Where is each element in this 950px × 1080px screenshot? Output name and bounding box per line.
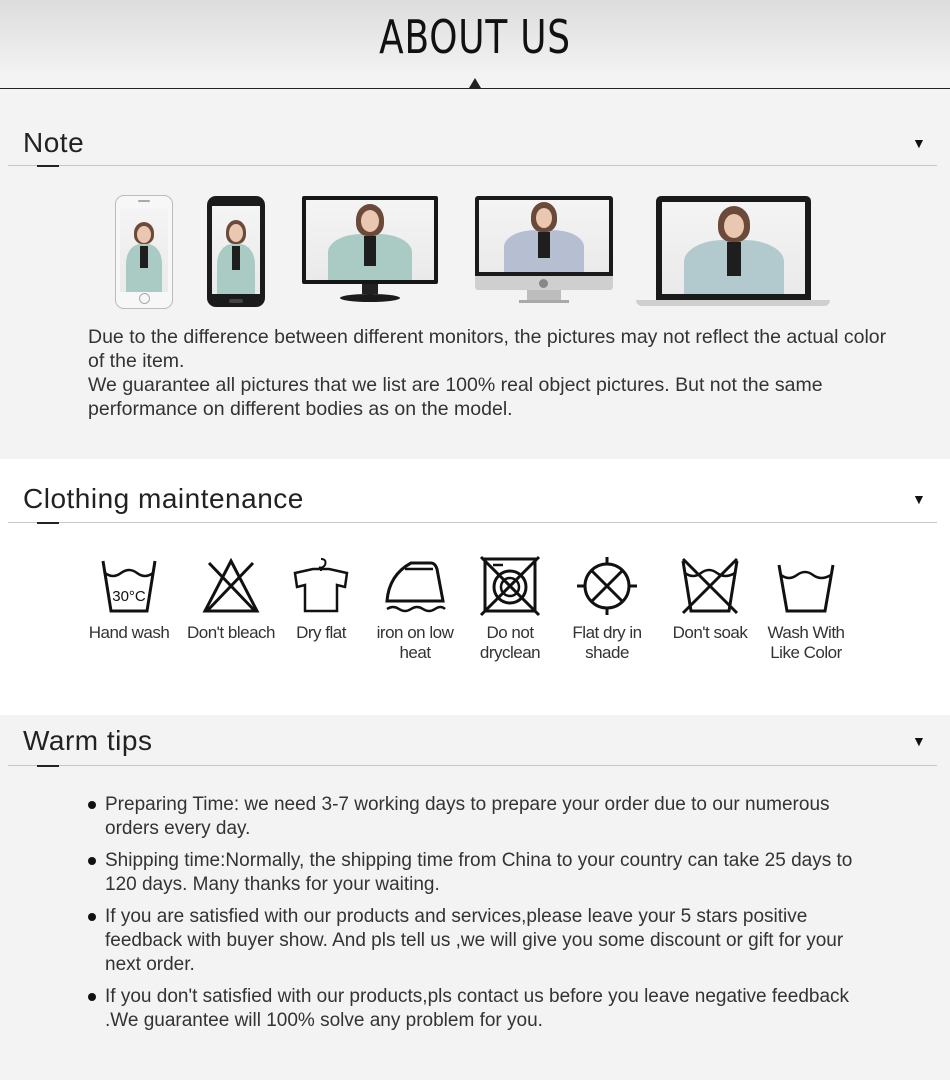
care-label: Don't soak <box>672 623 748 642</box>
bullet-icon <box>88 857 96 865</box>
tip-text: If you are satisfied with our products and services,please leave your 5 stars positive feedback with buyer show. And pls tell us ,we will give you some discount or gift for your next order. <box>105 906 844 975</box>
tips-divider <box>8 765 937 766</box>
tip-text: Shipping time:Normally, the shipping time from China to your country can take 25 days to 120 days. Many thanks for your waiting. <box>105 850 853 895</box>
imac-icon <box>475 196 613 308</box>
tips-section <box>0 715 950 1080</box>
bullet-icon <box>88 801 96 809</box>
care-label: iron on low heat <box>376 623 454 662</box>
care-toggle-icon[interactable]: ▼ <box>912 491 926 507</box>
wash-temp: 30°C <box>112 588 146 605</box>
list-item <box>88 849 878 897</box>
no-soak-icon <box>679 555 741 617</box>
device-comparison <box>0 89 950 329</box>
note-text <box>88 325 888 421</box>
page-title: ABOUT US <box>379 10 571 64</box>
note-line-2: We guarantee all pictures that we list are 100% real object pictures. But not the same performance on different bodies as on the model. <box>88 374 823 420</box>
note-toggle-icon[interactable]: ▼ <box>912 135 926 151</box>
tips-toggle-icon[interactable]: ▼ <box>912 733 926 749</box>
phone-black-icon <box>207 196 265 307</box>
page-header <box>0 0 950 74</box>
care-title: Clothing maintenance <box>23 483 304 514</box>
bullet-icon <box>88 993 96 1001</box>
bullet-icon <box>88 913 96 921</box>
header-pointer <box>469 78 481 88</box>
care-label: Do not dryclean <box>479 623 541 662</box>
care-label: Hand wash <box>88 623 170 642</box>
no-bleach-icon <box>201 555 261 617</box>
list-item <box>88 985 878 1033</box>
iron-low-heat-icon <box>383 555 447 617</box>
dry-flat-icon <box>291 555 351 617</box>
tip-text: If you don't satisfied with our products,pls contact us before you leave negative feedback .We guarantee will 100% solve any problem for you. <box>105 986 850 1031</box>
laptop-icon <box>636 196 830 308</box>
list-item <box>88 905 878 977</box>
tips-accent <box>37 765 59 767</box>
care-label: Dry flat <box>296 623 346 642</box>
hand-wash-icon <box>99 555 159 617</box>
care-label: Wash With Like Color <box>767 623 845 662</box>
note-section <box>0 89 950 459</box>
wash-like-color-icon <box>775 555 837 617</box>
care-label: Don't bleach <box>187 623 275 642</box>
flat-dry-shade-icon <box>575 555 639 617</box>
tips-title: Warm tips <box>23 725 153 756</box>
tips-list <box>88 793 878 1041</box>
care-icons <box>0 459 950 715</box>
tip-text: Preparing Time: we need 3-7 working days to prepare your order due to our numerous orders every day. <box>105 794 830 839</box>
care-label: Flat dry in shade <box>572 623 642 662</box>
monitor-black-icon <box>302 196 438 308</box>
phone-white-icon <box>115 195 173 309</box>
no-dryclean-icon <box>479 555 541 617</box>
note-title: Note <box>23 127 85 158</box>
care-section <box>0 459 950 715</box>
list-item <box>88 793 878 841</box>
note-line-1: Due to the difference between different monitors, the pictures may not reflect the actual color of the item. <box>88 326 887 372</box>
